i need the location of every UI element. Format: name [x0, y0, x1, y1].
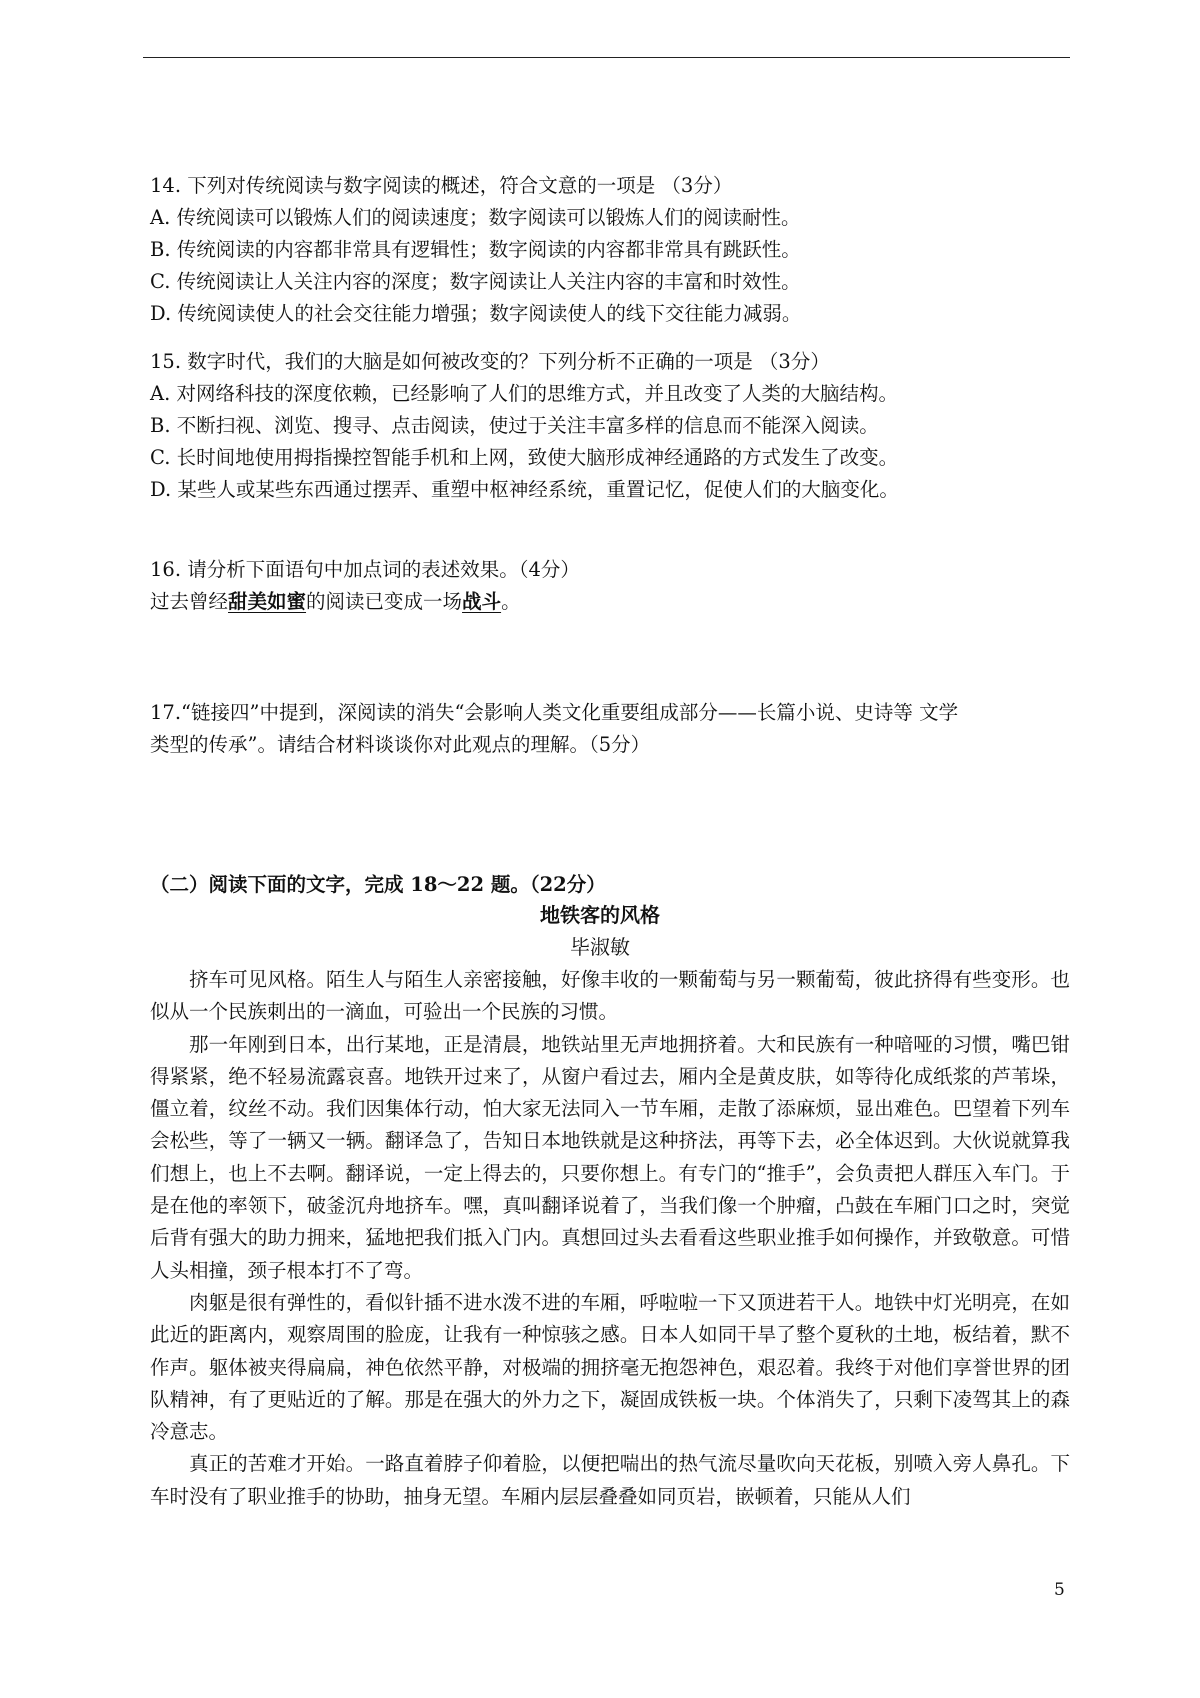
question-15-option-d: D. 某些人或某些东西通过摆弄、重塑中枢神经系统，重置记忆，促使人们的大脑变化。: [150, 478, 899, 501]
article-paragraph: 挤车可见风格。陌生人与陌生人亲密接触，好像丰收的一颗葡萄与另一颗葡萄，彼此挤得有些变形。也似从一个民族刺出的一滴血，可验出一个民族的习惯。: [150, 968, 1070, 1024]
section-heading: （二）阅读下面的文字，完成 18～22 题。（22分）: [150, 873, 606, 896]
article-author: 毕淑敏: [570, 935, 630, 959]
question-15-option-c: C. 长时间地使用拇指操控智能手机和上网，致使大脑形成神经通路的方式发生了改变。: [150, 446, 899, 469]
question-15: [150, 346, 1070, 506]
question-15-option-a: A. 对网络科技的深度依赖，已经影响了人们的思维方式，并且改变了人类的大脑结构。: [150, 382, 898, 405]
question-17-line-2: 类型的传承”。请结合材料谈谈你对此观点的理解。（5分）: [150, 733, 651, 756]
question-16: [150, 554, 1070, 618]
marked-word: 战斗: [462, 590, 502, 613]
question-14-option-c: C. 传统阅读让人关注内容的深度；数字阅读让人关注内容的丰富和时效性。: [150, 270, 801, 293]
question-17-line-1: 17.“链接四”中提到，深阅读的消失“会影响人类文化重要组成部分——长篇小说、史诗等 文学: [150, 701, 959, 724]
question-16-stem: 16. 请分析下面语句中加点词的表述效果。（4分）: [150, 558, 580, 581]
marked-word: 甜美如蜜: [228, 590, 307, 613]
article-paragraph: 那一年刚到日本，出行某地，正是清晨，地铁站里无声地拥挤着。大和民族有一种喑哑的习惯，嘴巴钳得紧紧，绝不轻易流露哀喜。地铁开过来了，从窗户看过去，厢内全是黄皮肤，如等待化成纸浆的芦苇垛，僵立着，纹丝不动。我们因集体行动，怕大家无法同入一节车厢，走散了添麻烦，显出难色。巴望着下列车会松些，等了一辆又一辆。翻译急了，告知日本地铁就是这种挤法，再等下去，必全体迟到。大伙说就算我们想上，也上不去啊。翻译说，一定上得去的，只要你想上。有专门的“推手”，会负责把人群压入车门。于是在他的率领下，破釜沉舟地挤车。嘿，真叫翻译说着了，当我们像一个肿瘤，凸鼓在车厢门口之时，突觉后背有强大的助力拥来，猛地把我们抵入门内。真想回过头去看看这些职业推手如何操作，并致敬意。可惜人头相撞，颈子根本打不了弯。: [150, 1032, 1070, 1282]
question-14: [150, 170, 1070, 330]
article-body: [150, 964, 1070, 1513]
question-17: [150, 697, 1070, 761]
header-rule: [143, 57, 1070, 58]
article-paragraph: 真正的苦难才开始。一路直着脖子仰着脸，以便把喘出的热气流尽量吹向天花板，别喷入旁人鼻孔。下车时没有了职业推手的协助，抽身无望。车厢内层层叠叠如同页岩，嵌顿着，只能从人们: [150, 1452, 1070, 1508]
sentence-text: 。: [501, 590, 521, 613]
page-number: 5: [1054, 1580, 1065, 1600]
article-title: 地铁客的风格: [540, 903, 660, 927]
question-14-stem: 14. 下列对传统阅读与数字阅读的概述，符合文意的一项是 （3分）: [150, 174, 733, 197]
question-16-sentence: [150, 586, 1070, 618]
question-14-option-a: A. 传统阅读可以锻炼人们的阅读速度；数字阅读可以锻炼人们的阅读耐性。: [150, 206, 801, 229]
question-14-option-d: D. 传统阅读使人的社会交往能力增强；数字阅读使人的线下交往能力减弱。: [150, 302, 802, 325]
question-15-option-b: B. 不断扫视、浏览、搜寻、点击阅读，使过于关注丰富多样的信息而不能深入阅读。: [150, 414, 879, 437]
question-15-stem: 15. 数字时代，我们的大脑是如何被改变的？下列分析不正确的一项是 （3分）: [150, 350, 830, 373]
sentence-text: 过去曾经: [150, 590, 229, 613]
sentence-text: 的阅读已变成一场: [306, 590, 463, 613]
question-14-option-b: B. 传统阅读的内容都非常具有逻辑性；数字阅读的内容都非常具有跳跃性。: [150, 238, 801, 261]
article-paragraph: 肉躯是很有弹性的，看似针插不进水泼不进的车厢，呼啦啦一下又顶进若干人。地铁中灯光明亮，在如此近的距离内，观察周围的脸庞，让我有一种惊骇之感。日本人如同干旱了整个夏秋的土地，板结着，默不作声。躯体被夹得扁扁，神色依然平静，对极端的拥挤毫无抱怨神色，艰忍着。我终于对他们享誉世界的团队精神，有了更贴近的了解。那是在强大的外力之下，凝固成铁板一块。个体消失了，只剩下凌驾其上的森冷意志。: [150, 1290, 1070, 1444]
